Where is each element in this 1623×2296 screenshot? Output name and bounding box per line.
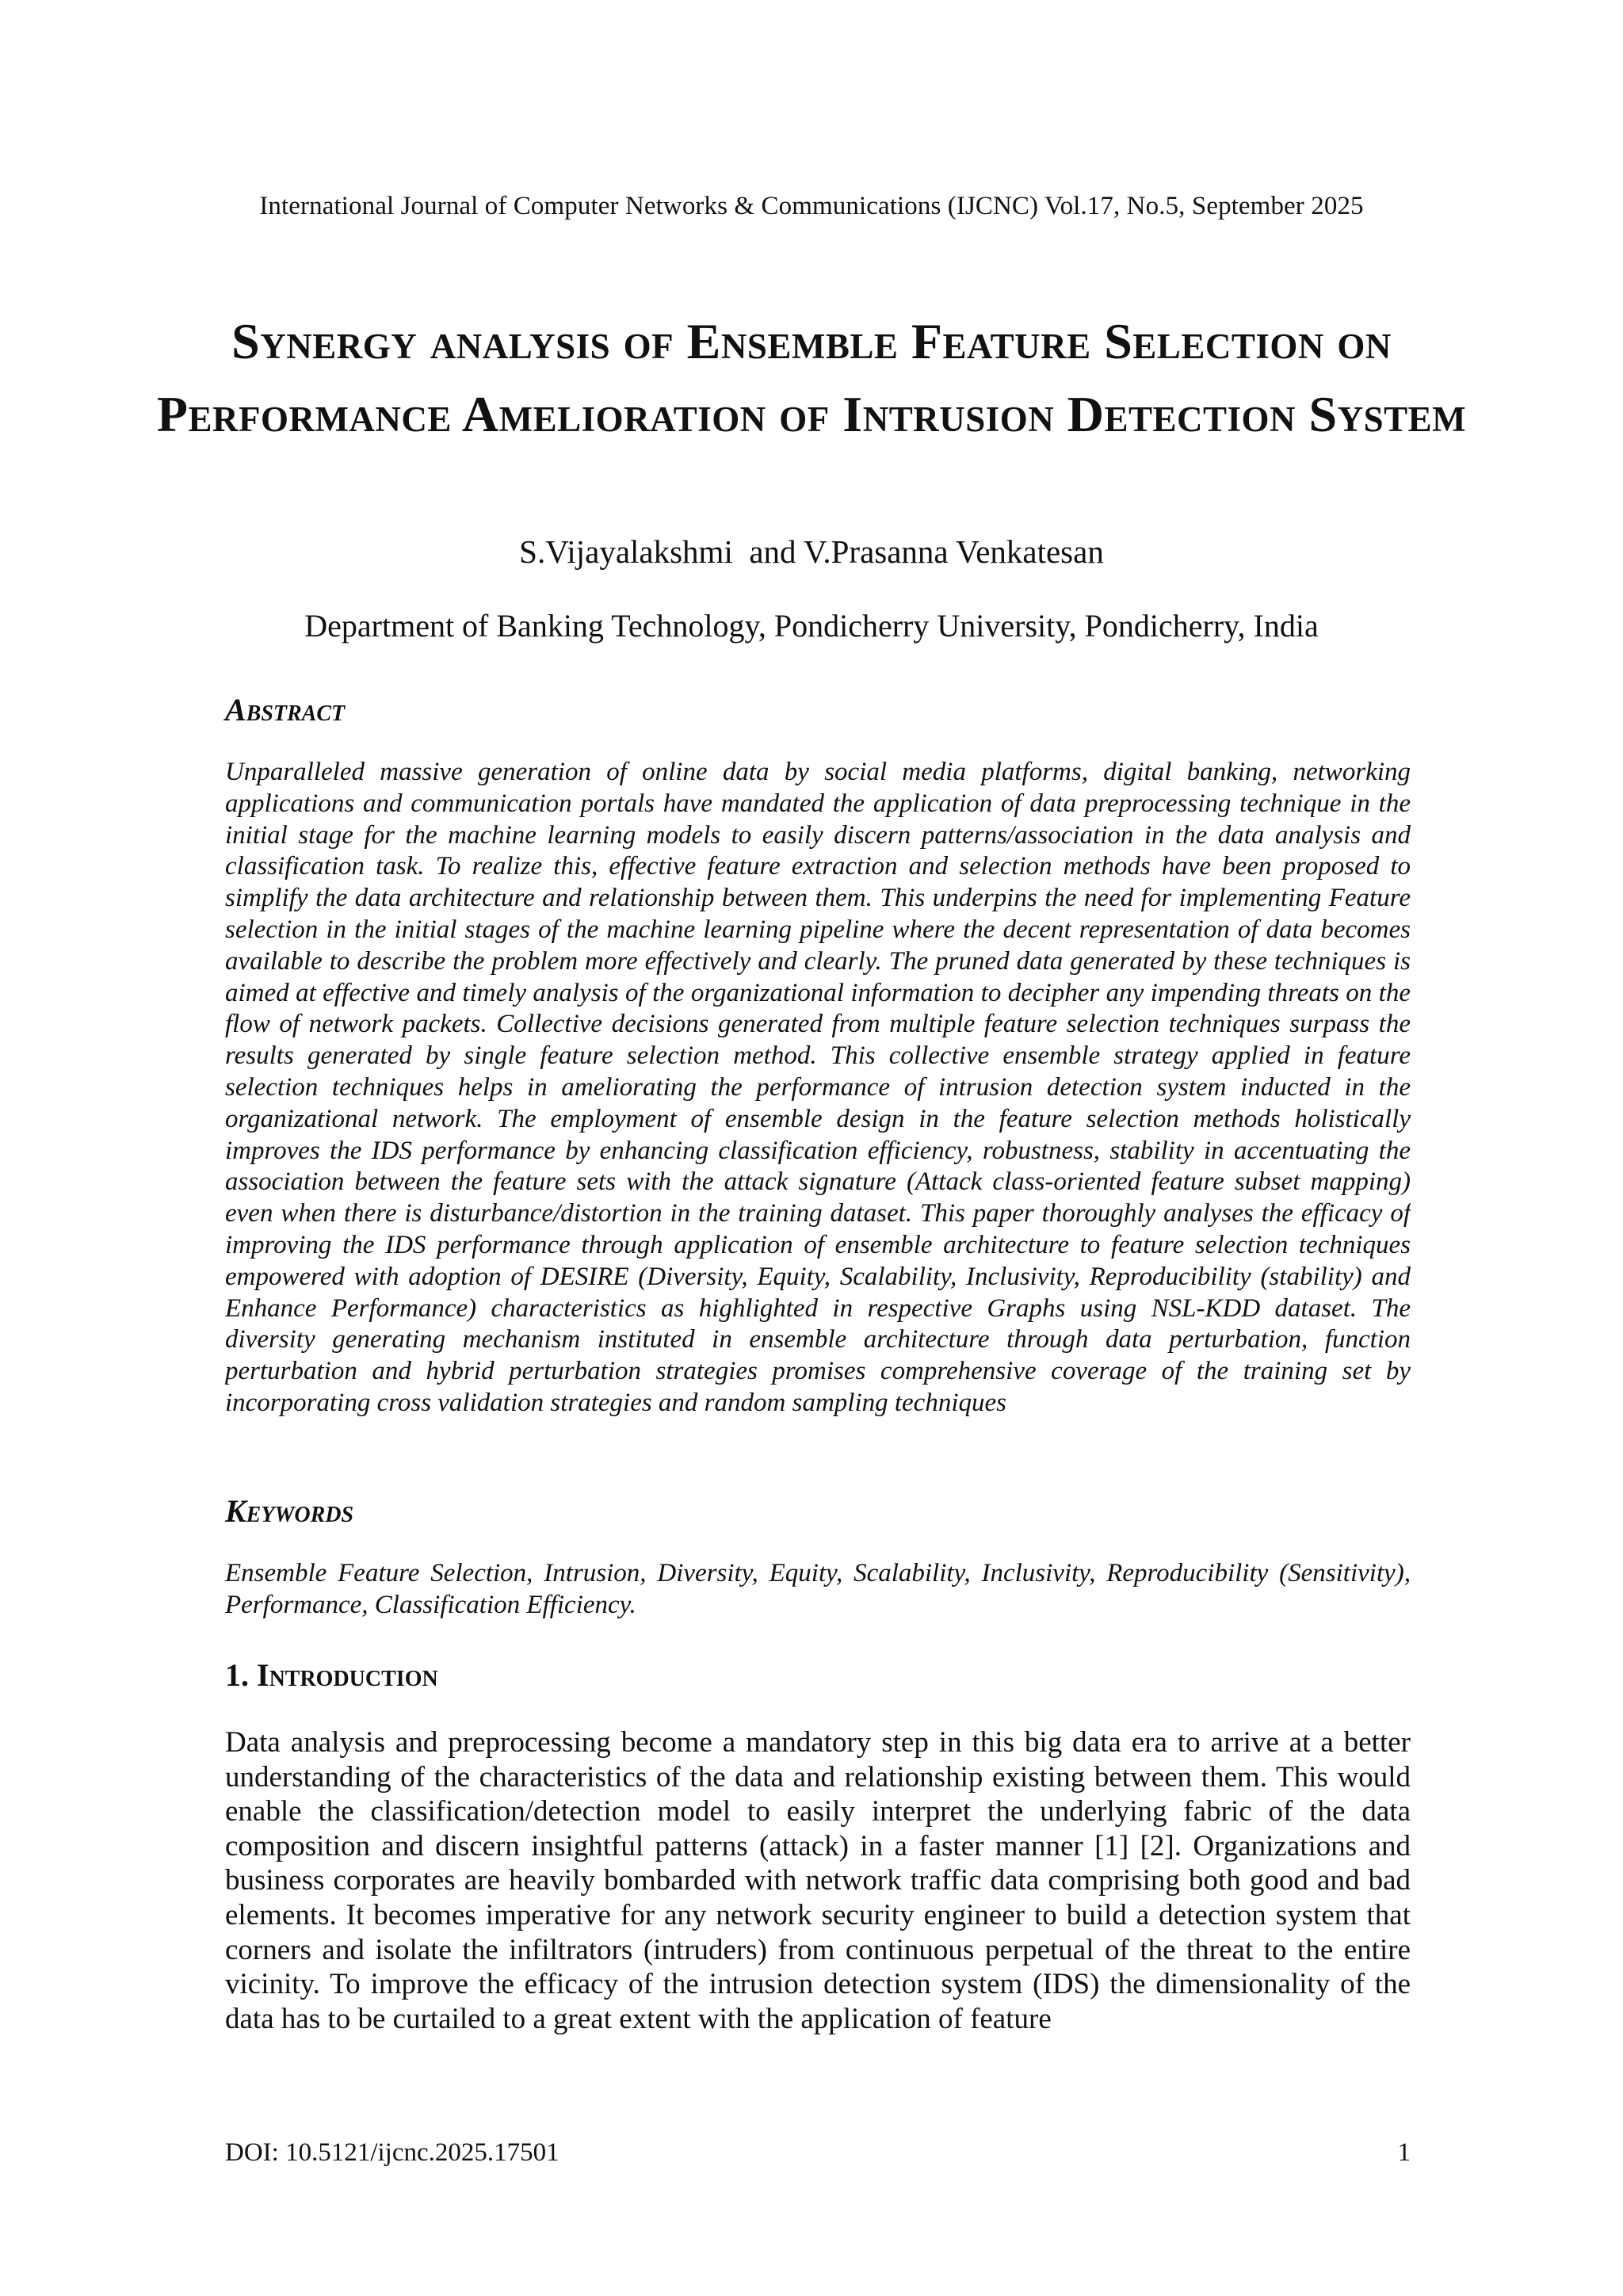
keywords-heading: Keywords [225,1493,354,1529]
paper-title: Synergy analysis of Ensemble Feature Selection on Performance Amelioration of Intrusion Detection System [156,313,1467,442]
keywords-text: Ensemble Feature Selection, Intrusion, Diversity, Equity, Scalability, Inclusivity, Reproducibility (Sensitivity), Performance, Classification Efficiency. [225,1559,1411,1619]
abstract-heading: Abstract [225,692,346,728]
journal-running-header: International Journal of Computer Networks & Communications (IJCNC) Vol.17, No.5, September 2025 [259,192,1364,220]
abstract-text: Unparalleled massive generation of online data by social media platforms, digital banking, networking applications and communication portals have mandated the application of data preprocessing technique in the initial stage for the machine learning models to easily discern patterns/association in the data analysis and classification task. To realize this, effective feature extraction and selection methods have been proposed to simplify the data architecture and relationship between them. This underpins the need for implementing Feature selection in the initial stages of the machine learning pipeline where the decent representation of data becomes available to describe the problem more effectively and clearly. The pruned data generated by these techniques is aimed at effective and timely analysis of the organizational information to decipher any impending threats on the flow of network packets. Collective decisions generated from multiple feature selection techniques surpass the results generated by single feature selection method. This collective ensemble strategy applied in feature selection techniques helps in ameliorating the performance of intrusion detection system inducted in the organizational network. The employment of ensemble design in the feature selection methods holistically improves the IDS performance by enhancing classification efficiency, robustness, stability in accentuating the association between the feature sets with the attack signature (Attack class-oriented feature subset mapping) even when there is disturbance/distortion in the training dataset. This paper thoroughly analyses the efficacy of improving the IDS performance through application of ensemble architecture to feature selection techniques empowered with adoption of DESIRE (Diversity, Equity, Scalability, Inclusivity, Reproducibility (stability) and Enhance Performance) characteristics as highlighted in respective Graphs using NSL-KDD dataset. The diversity generating mechanism instituted in ensemble architecture through data perturbation, function perturbation and hybrid perturbation strategies promises comprehensive coverage of the training set by incorporating cross validation strategies and random sampling techniques [225,758,1411,1417]
page-number: 1 [1397,2138,1411,2167]
author-affiliation: Department of Banking Technology, Pondicherry University, Pondicherry, India [304,608,1319,644]
paper-authors: S.Vijayalakshmi and V.Prasanna Venkatesan [519,533,1104,570]
introduction-heading: 1. Introduction [225,1657,438,1693]
introduction-text: Data analysis and preprocessing become a mandatory step in this big data era to arrive at a better understanding of the characteristics of the data and relationship existing between them. This would enable the classification/detection model to easily interpret the underlying fabric of the data composition and discern insightful patterns (attack) in a faster manner [1] [2]. Organizations and business corporates are heavily bombarded with network traffic data comprising both good and bad elements. It becomes imperative for any network security engineer to build a detection system that corners and isolate the infiltrators (intruders) from continuous perpetual of the threat to the entire vicinity. To improve the efficacy of the intrusion detection system (IDS) the dimensionality of the data has to be curtailed to a great extent with the application of feature [225,1726,1411,2035]
footer-doi: DOI: 10.5121/ijcnc.2025.17501 [225,2138,559,2167]
